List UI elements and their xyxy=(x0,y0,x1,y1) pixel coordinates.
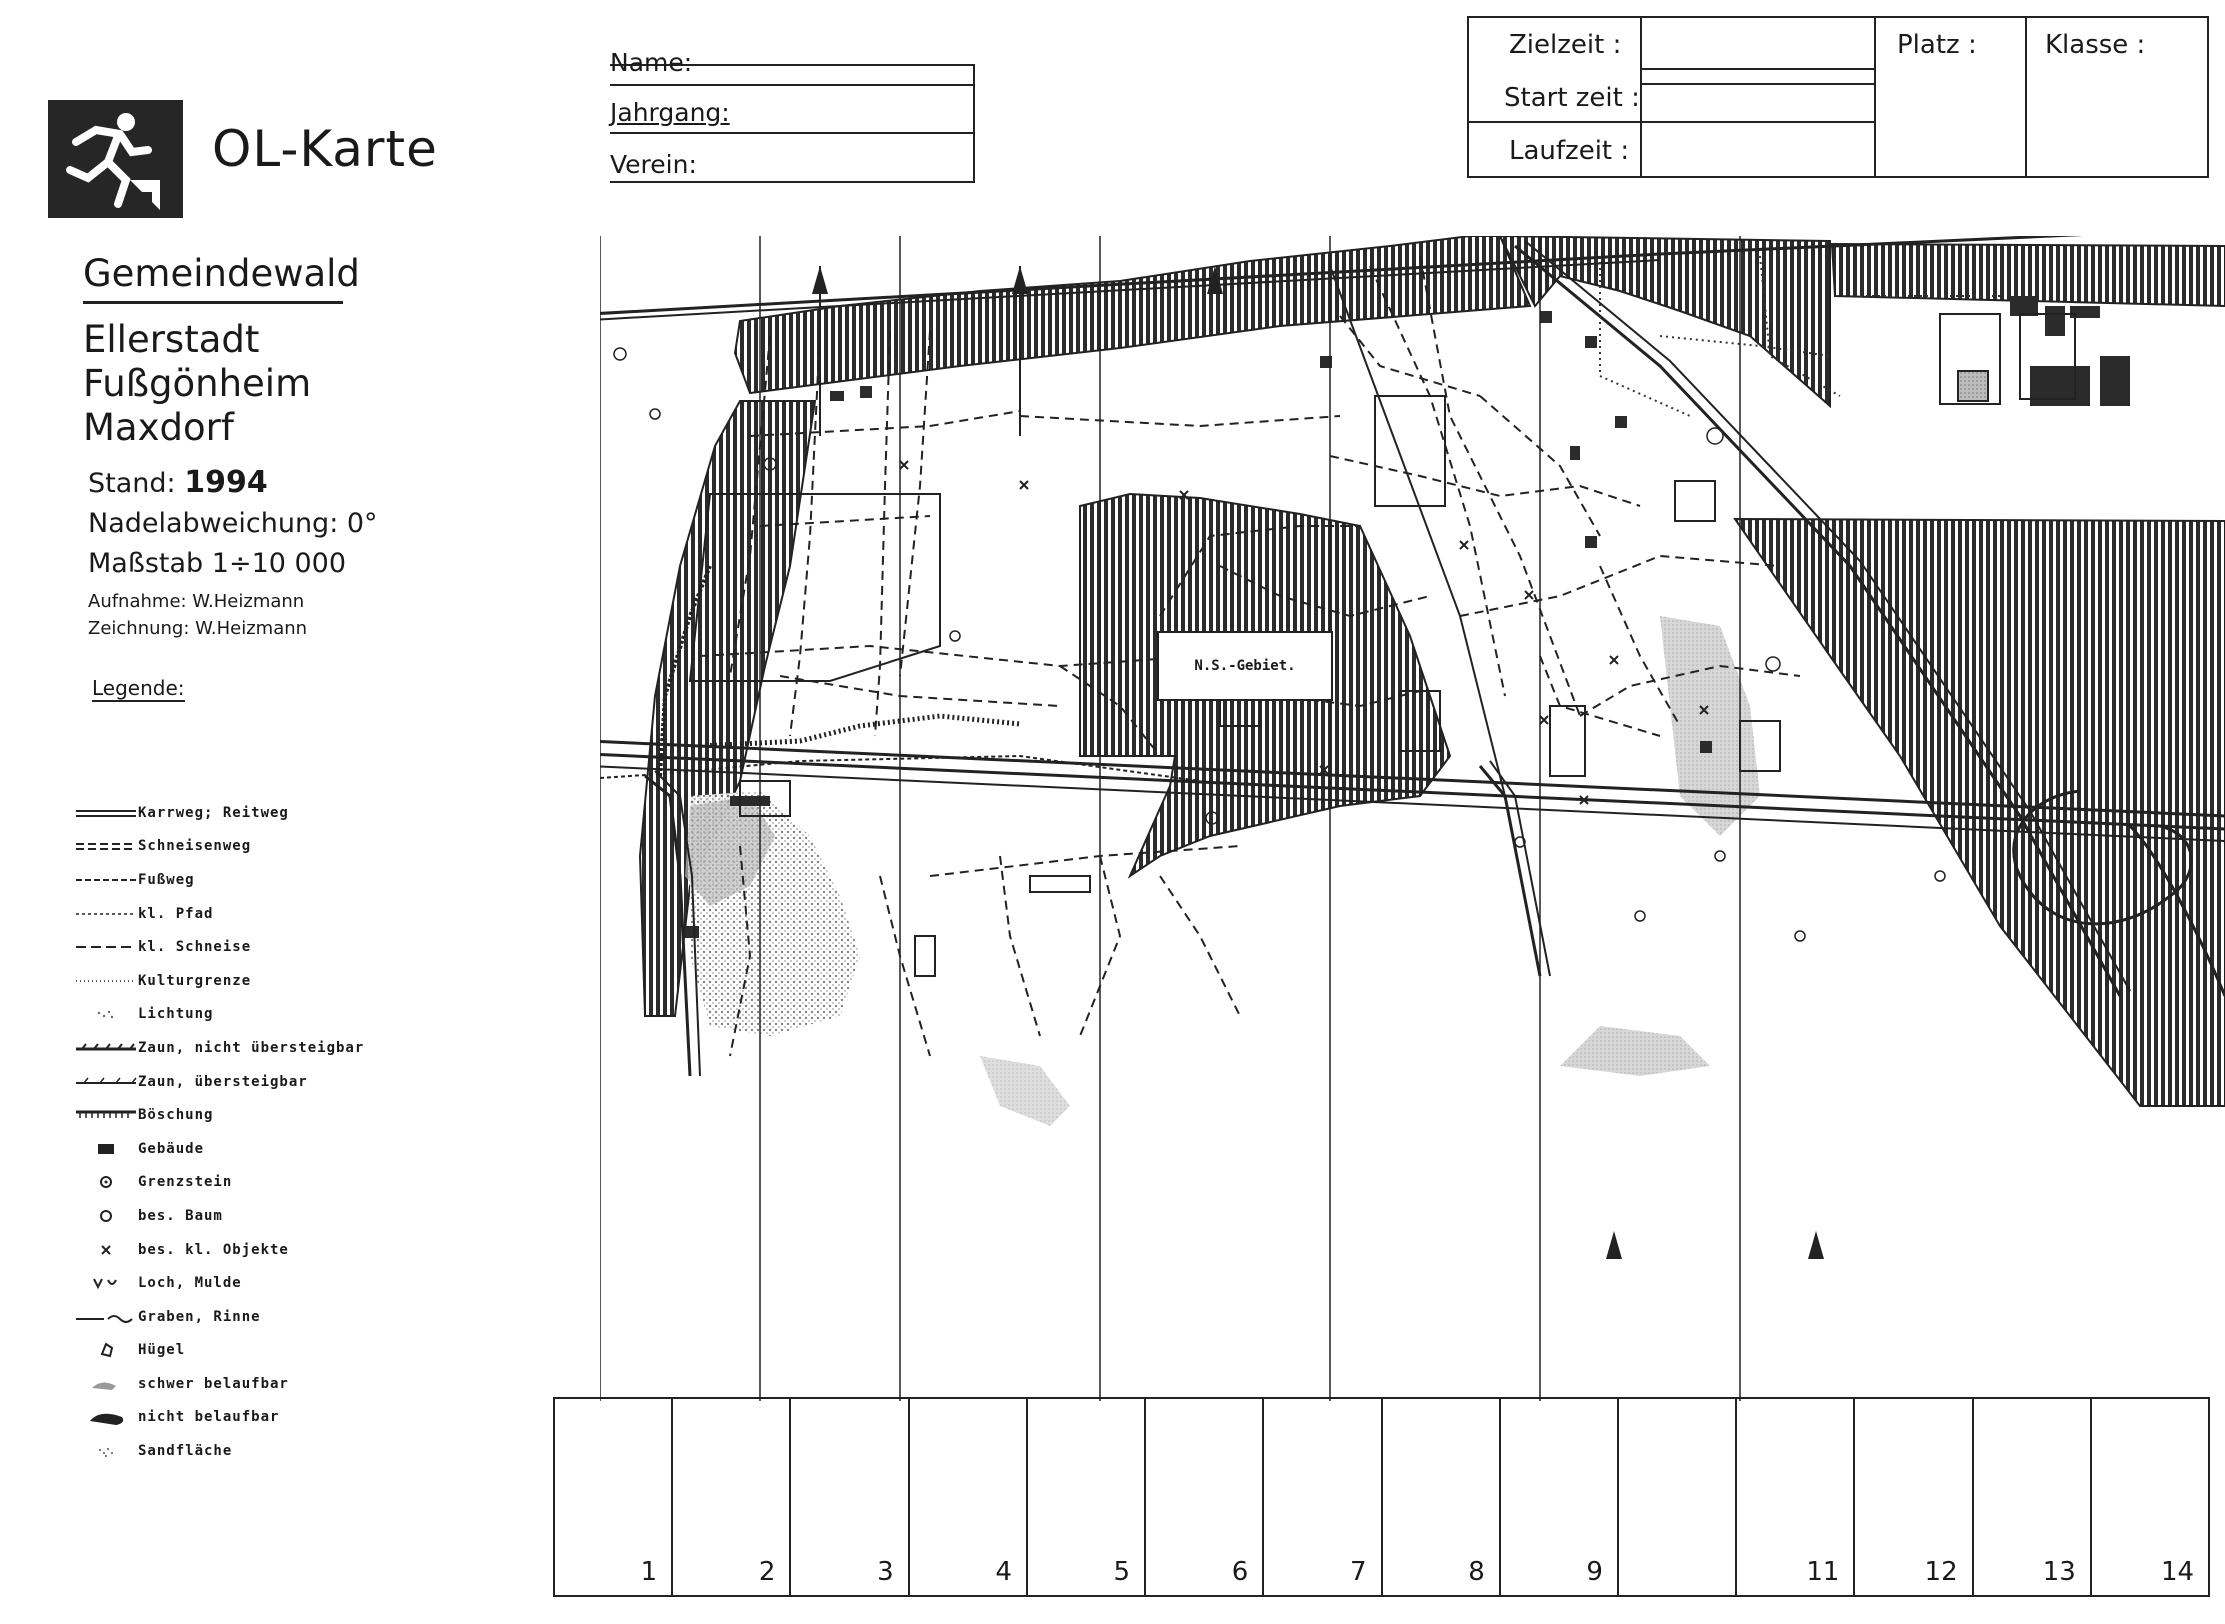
legend-label: Karrweg; Reitweg xyxy=(138,804,289,821)
control-number: 4 xyxy=(995,1557,1012,1587)
legend-item xyxy=(74,1434,434,1468)
legend-item xyxy=(74,1166,434,1200)
control-cell[interactable] xyxy=(1026,1399,1144,1595)
drawing-credit: Zeichnung: W.Heizmann xyxy=(88,618,308,639)
legend-item xyxy=(74,1031,434,1065)
place-label: Platz : xyxy=(1897,30,1977,60)
name-field[interactable] xyxy=(610,48,975,77)
legend-label: nicht belaufbar xyxy=(138,1409,280,1426)
place-names xyxy=(83,318,311,450)
tree-circle-symbol-icon xyxy=(74,1206,138,1226)
control-number: 8 xyxy=(1468,1557,1485,1587)
dots-symbol-icon xyxy=(74,971,138,991)
orienteering-runner-icon xyxy=(48,100,183,218)
control-cell[interactable] xyxy=(1262,1399,1380,1595)
legend-label: Lichtung xyxy=(138,1006,214,1023)
double-dash-symbol-icon xyxy=(74,836,138,856)
start-time-label: Start zeit : xyxy=(1504,83,1640,113)
control-cell[interactable] xyxy=(1499,1399,1617,1595)
legend-item xyxy=(74,897,434,931)
sand-symbol-icon xyxy=(74,1441,138,1461)
target-time-label: Zielzeit : xyxy=(1509,30,1622,60)
map-info xyxy=(88,463,378,584)
slow-symbol-icon xyxy=(74,1374,138,1394)
runner-form xyxy=(610,48,975,183)
stipple-symbol-icon xyxy=(74,1004,138,1024)
legend-label: Sandfläche xyxy=(138,1443,233,1460)
run-time-label: Laufzeit : xyxy=(1509,136,1630,166)
control-cell[interactable] xyxy=(671,1399,789,1595)
impassable-symbol-icon xyxy=(74,1407,138,1427)
legend-label: Fußweg xyxy=(138,871,195,888)
legend-label: Zaun, übersteigbar xyxy=(138,1073,308,1090)
legend-item xyxy=(74,1266,434,1300)
legend-label: Grenzstein xyxy=(138,1174,233,1191)
control-number: 9 xyxy=(1586,1557,1603,1587)
stand-label: Stand: xyxy=(88,468,176,499)
legend-item xyxy=(74,1300,434,1334)
control-strip xyxy=(553,1397,2210,1597)
area-title: Gemeindewald xyxy=(83,252,343,304)
legend-item xyxy=(74,930,434,964)
fence-light-symbol-icon xyxy=(74,1072,138,1092)
year-label: Jahrgang: xyxy=(610,98,730,127)
cross-symbol-icon xyxy=(74,1240,138,1260)
control-cell[interactable] xyxy=(1381,1399,1499,1595)
control-number: 1 xyxy=(640,1557,658,1587)
control-cell[interactable] xyxy=(908,1399,1026,1595)
knoll-symbol-icon xyxy=(74,1340,138,1360)
place-maxdorf: Maxdorf xyxy=(83,406,234,449)
fence-heavy-symbol-icon xyxy=(74,1038,138,1058)
ns-area-label: N.S.-Gebiet. xyxy=(1157,631,1333,701)
legend xyxy=(74,796,434,1468)
legend-item xyxy=(74,1065,434,1099)
control-cell[interactable] xyxy=(1972,1399,2090,1595)
legend-item xyxy=(74,1233,434,1267)
control-cell[interactable] xyxy=(789,1399,907,1595)
club-field[interactable] xyxy=(610,150,975,179)
orienteering-map xyxy=(600,236,2225,1401)
legend-label: kl. Schneise xyxy=(138,939,252,956)
control-number: 2 xyxy=(758,1557,776,1587)
orienteering-logo xyxy=(48,100,183,218)
legend-item xyxy=(74,998,434,1032)
slow-area-south xyxy=(1560,1026,1710,1076)
legend-title: Legende: xyxy=(92,676,185,700)
stand-line xyxy=(88,463,378,504)
legend-label: Kulturgrenze xyxy=(138,972,252,989)
declination: Nadelabweichung: 0° xyxy=(88,508,378,539)
legend-label: Gebäude xyxy=(138,1140,205,1157)
control-number: 14 xyxy=(2160,1557,2195,1587)
legend-item xyxy=(74,863,434,897)
legend-item xyxy=(74,1334,434,1368)
long-dash-symbol-icon xyxy=(74,937,138,957)
legend-item xyxy=(74,830,434,864)
legend-label: bes. kl. Objekte xyxy=(138,1241,289,1258)
control-number: 5 xyxy=(1113,1557,1131,1587)
legend-item xyxy=(74,1367,434,1401)
legend-label: Hügel xyxy=(138,1342,186,1359)
legend-item xyxy=(74,796,434,830)
map-title: OL-Karte xyxy=(212,120,438,178)
legend-item xyxy=(74,964,434,998)
legend-item xyxy=(74,1132,434,1166)
field-north xyxy=(735,236,1530,393)
control-number: 12 xyxy=(1924,1557,1958,1587)
legend-item xyxy=(74,1098,434,1132)
legend-label: Schneisenweg xyxy=(138,838,252,855)
embankment-symbol-icon xyxy=(74,1105,138,1125)
control-cell[interactable] xyxy=(555,1399,671,1595)
legend-label: schwer belaufbar xyxy=(138,1375,289,1392)
legend-label: Zaun, nicht übersteigbar xyxy=(138,1039,365,1056)
stand-value: 1994 xyxy=(184,465,268,500)
boundary-stone-symbol-icon xyxy=(74,1172,138,1192)
legend-item xyxy=(74,1401,434,1435)
building-symbol-icon xyxy=(74,1139,138,1159)
slow-area-river xyxy=(980,1056,1070,1126)
control-cell[interactable] xyxy=(1853,1399,1971,1595)
credits xyxy=(88,588,307,642)
name-label: Name: xyxy=(610,48,693,77)
result-box xyxy=(1467,16,2209,178)
map-canvas xyxy=(600,236,2225,1401)
control-number: 3 xyxy=(877,1557,894,1587)
legend-item xyxy=(74,1199,434,1233)
control-cell[interactable] xyxy=(2090,1399,2208,1595)
control-number: 7 xyxy=(1349,1557,1367,1587)
control-number: 13 xyxy=(2042,1557,2076,1587)
legend-label: Graben, Rinne xyxy=(138,1308,261,1325)
control-number: 6 xyxy=(1231,1557,1249,1587)
year-field[interactable] xyxy=(610,98,975,127)
double-line-symbol-icon xyxy=(74,803,138,823)
control-cell[interactable] xyxy=(1144,1399,1262,1595)
survey-credit: Aufnahme: W.Heizmann xyxy=(88,591,305,612)
fine-dash-symbol-icon xyxy=(74,904,138,924)
buildings-ne xyxy=(2010,296,2130,406)
control-number: 11 xyxy=(1806,1557,1840,1587)
place-ellerstadt: Ellerstadt xyxy=(83,318,260,361)
control-cell[interactable] xyxy=(1617,1399,1735,1595)
club-label: Verein: xyxy=(610,150,697,179)
place-fussgoenheim: Fußgönheim xyxy=(83,362,312,405)
legend-label: Loch, Mulde xyxy=(138,1275,242,1292)
dash-symbol-icon xyxy=(74,870,138,890)
pit-symbol-icon xyxy=(74,1273,138,1293)
legend-label: Böschung xyxy=(138,1107,214,1124)
ditch-symbol-icon xyxy=(74,1307,138,1327)
scale: Maßstab 1÷10 000 xyxy=(88,548,347,579)
legend-label: kl. Pfad xyxy=(138,905,214,922)
legend-label: bes. Baum xyxy=(138,1207,223,1224)
control-cell[interactable] xyxy=(1735,1399,1853,1595)
class-label: Klasse : xyxy=(2045,30,2146,60)
